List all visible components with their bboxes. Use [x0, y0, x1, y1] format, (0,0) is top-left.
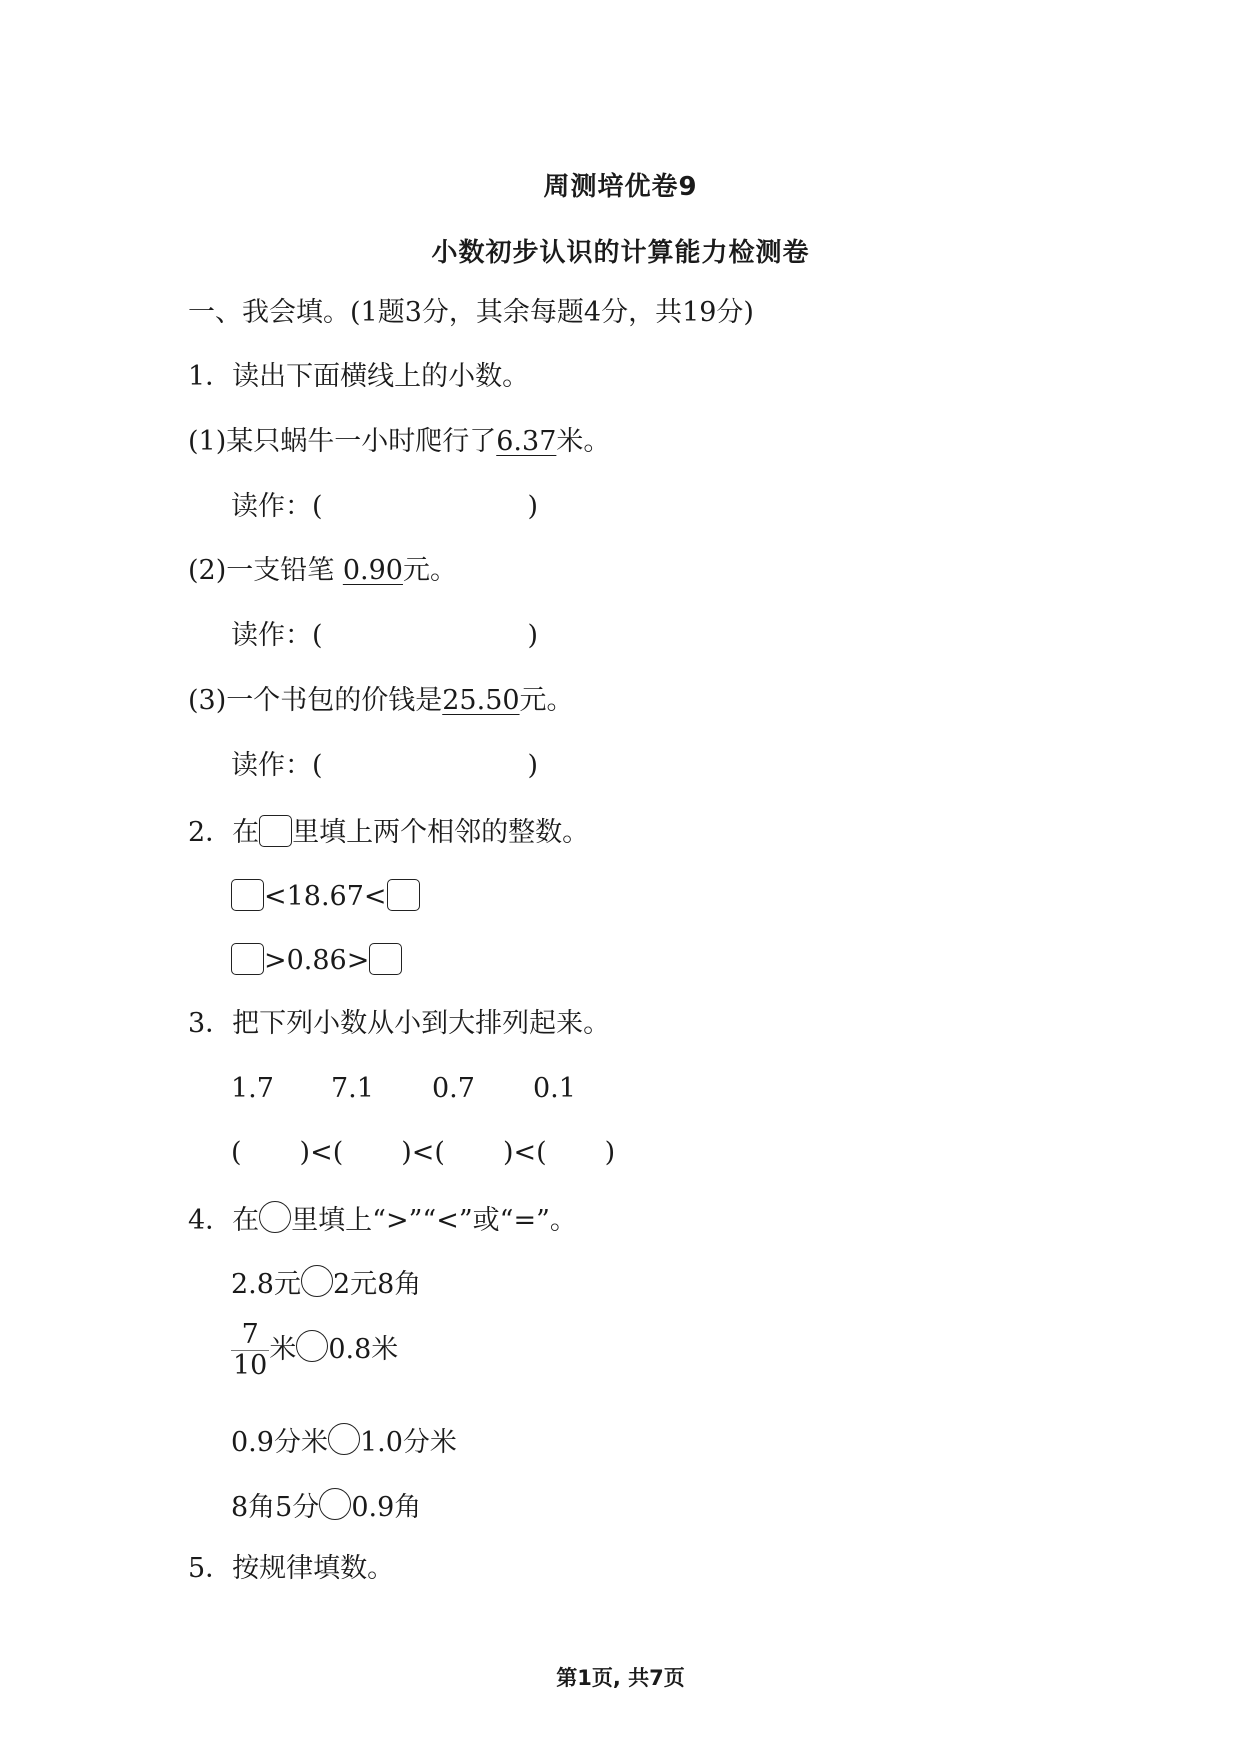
answer-circle[interactable]	[319, 1488, 351, 1520]
read-close: )	[527, 620, 539, 651]
q2-stem	[188, 815, 589, 850]
answer-square-box[interactable]	[231, 943, 264, 975]
read-prompt: 读作：(	[231, 491, 323, 522]
compare-left: 0.9分米	[231, 1427, 328, 1458]
q3-order-blanks[interactable]	[231, 1136, 615, 1170]
q5-stem: 5．按规律填数。	[188, 1553, 395, 1584]
q1-part-2	[188, 554, 457, 588]
q2-stem-end: 里填上两个相邻的整数。	[292, 817, 590, 848]
less-than-sep: )<(	[299, 1137, 344, 1168]
q2-stem-start: 2．在	[188, 817, 260, 848]
read-prompt: 读作：(	[231, 620, 323, 651]
section-heading: 一、我会填。(1题3分，其余每题4分，共19分)	[188, 297, 754, 328]
fraction-numerator: 7	[231, 1320, 269, 1351]
q2-row-2	[231, 943, 402, 978]
q3-number-4: 0.1	[533, 1073, 576, 1104]
q4-stem-start: 4．在	[188, 1205, 260, 1236]
part-text-end: 元。	[402, 555, 457, 586]
compare-right: 0.8米	[328, 1334, 399, 1365]
read-prompt: 读作：(	[231, 750, 323, 781]
less-than-sep: )<(	[502, 1137, 547, 1168]
inequality-text: <18.67<	[264, 881, 387, 912]
part-label: (2)	[188, 555, 227, 586]
part-label: (3)	[188, 685, 227, 716]
compare-left: 2.8元	[231, 1269, 301, 1300]
part-text: 一支铅笔	[226, 555, 335, 586]
read-close: )	[527, 491, 539, 522]
part-text: 一个书包的价钱是	[226, 685, 443, 716]
less-than-sep: )<(	[401, 1137, 445, 1168]
part-label: (1)	[188, 426, 227, 457]
q4-row-1	[231, 1265, 421, 1302]
answer-circle[interactable]	[328, 1423, 360, 1455]
paren-open: (	[231, 1137, 242, 1168]
page-subtitle: 小数初步认识的计算能力检测卷	[431, 238, 810, 268]
square-box-icon	[259, 815, 292, 847]
q1-answer-1[interactable]	[231, 490, 538, 524]
page-title: 周测培优卷9	[543, 172, 698, 202]
q1-stem: 1．读出下面横线上的小数。	[188, 361, 530, 392]
page-footer: 第1页, 共7页	[556, 1666, 685, 1690]
q4-row-2	[231, 1320, 398, 1381]
compare-right: 1.0分米	[359, 1427, 457, 1458]
underlined-number: 0.90	[342, 555, 403, 586]
answer-square-box[interactable]	[369, 943, 402, 975]
q4-row-4	[231, 1488, 421, 1525]
q1-answer-2[interactable]	[231, 619, 538, 653]
underlined-number: 25.50	[442, 685, 520, 716]
read-close: )	[527, 750, 539, 781]
compare-left: 8角5分	[231, 1492, 320, 1523]
q1-part-3	[188, 684, 574, 718]
answer-square-box[interactable]	[387, 879, 420, 911]
inequality-text: >0.86>	[264, 945, 370, 976]
circle-icon	[259, 1201, 291, 1233]
compare-right: 0.9角	[351, 1492, 422, 1523]
q1-part-1	[188, 425, 610, 459]
compare-right: 2元8角	[332, 1269, 422, 1300]
part-text: 某只蜗牛一小时爬行了	[226, 426, 497, 457]
underlined-number: 6.37	[496, 426, 557, 457]
answer-square-box[interactable]	[231, 879, 264, 911]
q3-number-2: 7.1	[331, 1073, 374, 1104]
q1-answer-3[interactable]	[231, 749, 538, 783]
answer-circle[interactable]	[301, 1265, 333, 1297]
paren-close: )	[604, 1137, 616, 1168]
fraction	[231, 1320, 269, 1381]
part-text-end: 米。	[556, 426, 611, 457]
q3-number-1: 1.7	[231, 1073, 274, 1104]
fraction-denominator: 10	[233, 1350, 268, 1381]
q3-number-3: 0.7	[432, 1073, 475, 1104]
q4-stem-end: 里填上“>”“<”或“=”。	[291, 1205, 577, 1236]
answer-circle[interactable]	[296, 1330, 328, 1362]
compare-left-unit: 米	[269, 1334, 297, 1365]
q3-stem: 3．把下列小数从小到大排列起来。	[188, 1008, 611, 1039]
q4-row-3	[231, 1423, 457, 1460]
q4-stem	[188, 1201, 577, 1238]
part-text-end: 元。	[519, 685, 574, 716]
q2-row-1	[231, 879, 420, 914]
